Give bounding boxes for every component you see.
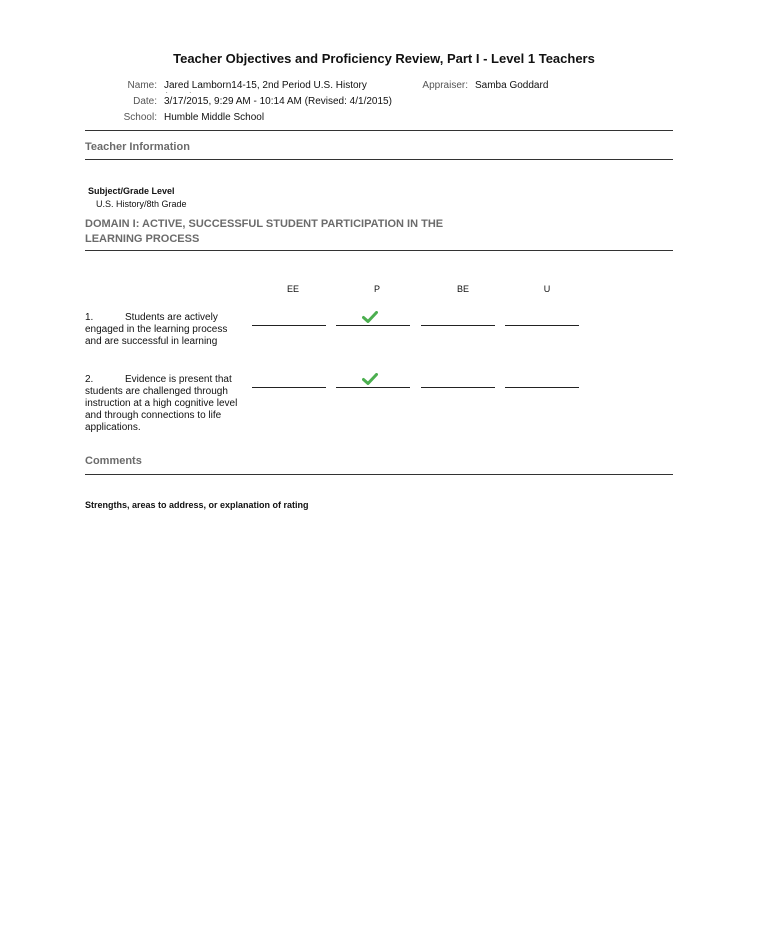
criterion-item-1	[85, 312, 251, 348]
appraiser-value: Samba Goddard	[475, 80, 549, 91]
criterion-text-line: instruction at a high cognitive level	[85, 398, 238, 409]
date-value: 3/17/2015, 9:29 AM - 10:14 AM (Revised: 4/1/2015)	[164, 96, 392, 107]
column-header-p: P	[373, 284, 380, 294]
rating-line-u	[505, 387, 579, 388]
teacher-info-divider	[85, 159, 673, 160]
domain-heading-line2: LEARNING PROCESS	[85, 233, 200, 245]
criterion-text-line: Students are actively	[125, 312, 218, 323]
school-value: Humble Middle School	[164, 112, 265, 123]
criterion-text-line: engaged in the learning process	[85, 324, 228, 335]
criterion-text-line: and through connections to life	[85, 410, 222, 421]
criterion-item-2	[85, 374, 251, 434]
rating-line-ee	[252, 387, 326, 388]
rating-line-ee	[252, 325, 326, 326]
header-divider	[85, 130, 673, 131]
rating-line-p	[336, 325, 410, 326]
rating-line-be	[421, 325, 495, 326]
check-icon	[362, 311, 378, 323]
school-label: School:	[123, 112, 157, 123]
criterion-text-line: applications.	[85, 422, 141, 433]
check-icon	[362, 373, 378, 385]
criterion-number: 2.	[85, 374, 94, 385]
appraiser-label: Appraiser:	[422, 80, 468, 91]
comments-prompt: Strengths, areas to address, or explanation of rating	[85, 500, 309, 510]
column-header-ee: EE	[286, 284, 299, 294]
name-value: Jared Lamborn14-15, 2nd Period U.S. History	[164, 80, 367, 91]
criterion-text-line: Evidence is present that	[125, 374, 232, 385]
domain-heading-line1: DOMAIN I: ACTIVE, SUCCESSFUL STUDENT PARTICIPATION IN THE	[85, 218, 444, 230]
subject-grade-value: U.S. History/8th Grade	[96, 199, 187, 209]
comments-divider	[85, 474, 673, 475]
teacher-info-heading: Teacher Information	[85, 141, 190, 153]
subject-grade-label: Subject/Grade Level	[88, 186, 175, 196]
page-title: Teacher Objectives and Proficiency Review, Part I - Level 1 Teachers	[173, 51, 595, 66]
comments-heading: Comments	[85, 455, 142, 467]
rating-line-p	[336, 387, 410, 388]
domain-divider	[85, 250, 673, 251]
rating-line-u	[505, 325, 579, 326]
name-label: Name:	[127, 80, 157, 91]
column-header-u: U	[543, 284, 551, 294]
column-header-be: BE	[456, 284, 469, 294]
date-label: Date:	[133, 96, 157, 107]
rating-line-be	[421, 387, 495, 388]
domain-heading	[85, 217, 505, 247]
criterion-number: 1.	[85, 312, 94, 323]
criterion-text-line: and are successful in learning	[85, 336, 218, 347]
criterion-text-line: students are challenged through	[85, 386, 228, 397]
